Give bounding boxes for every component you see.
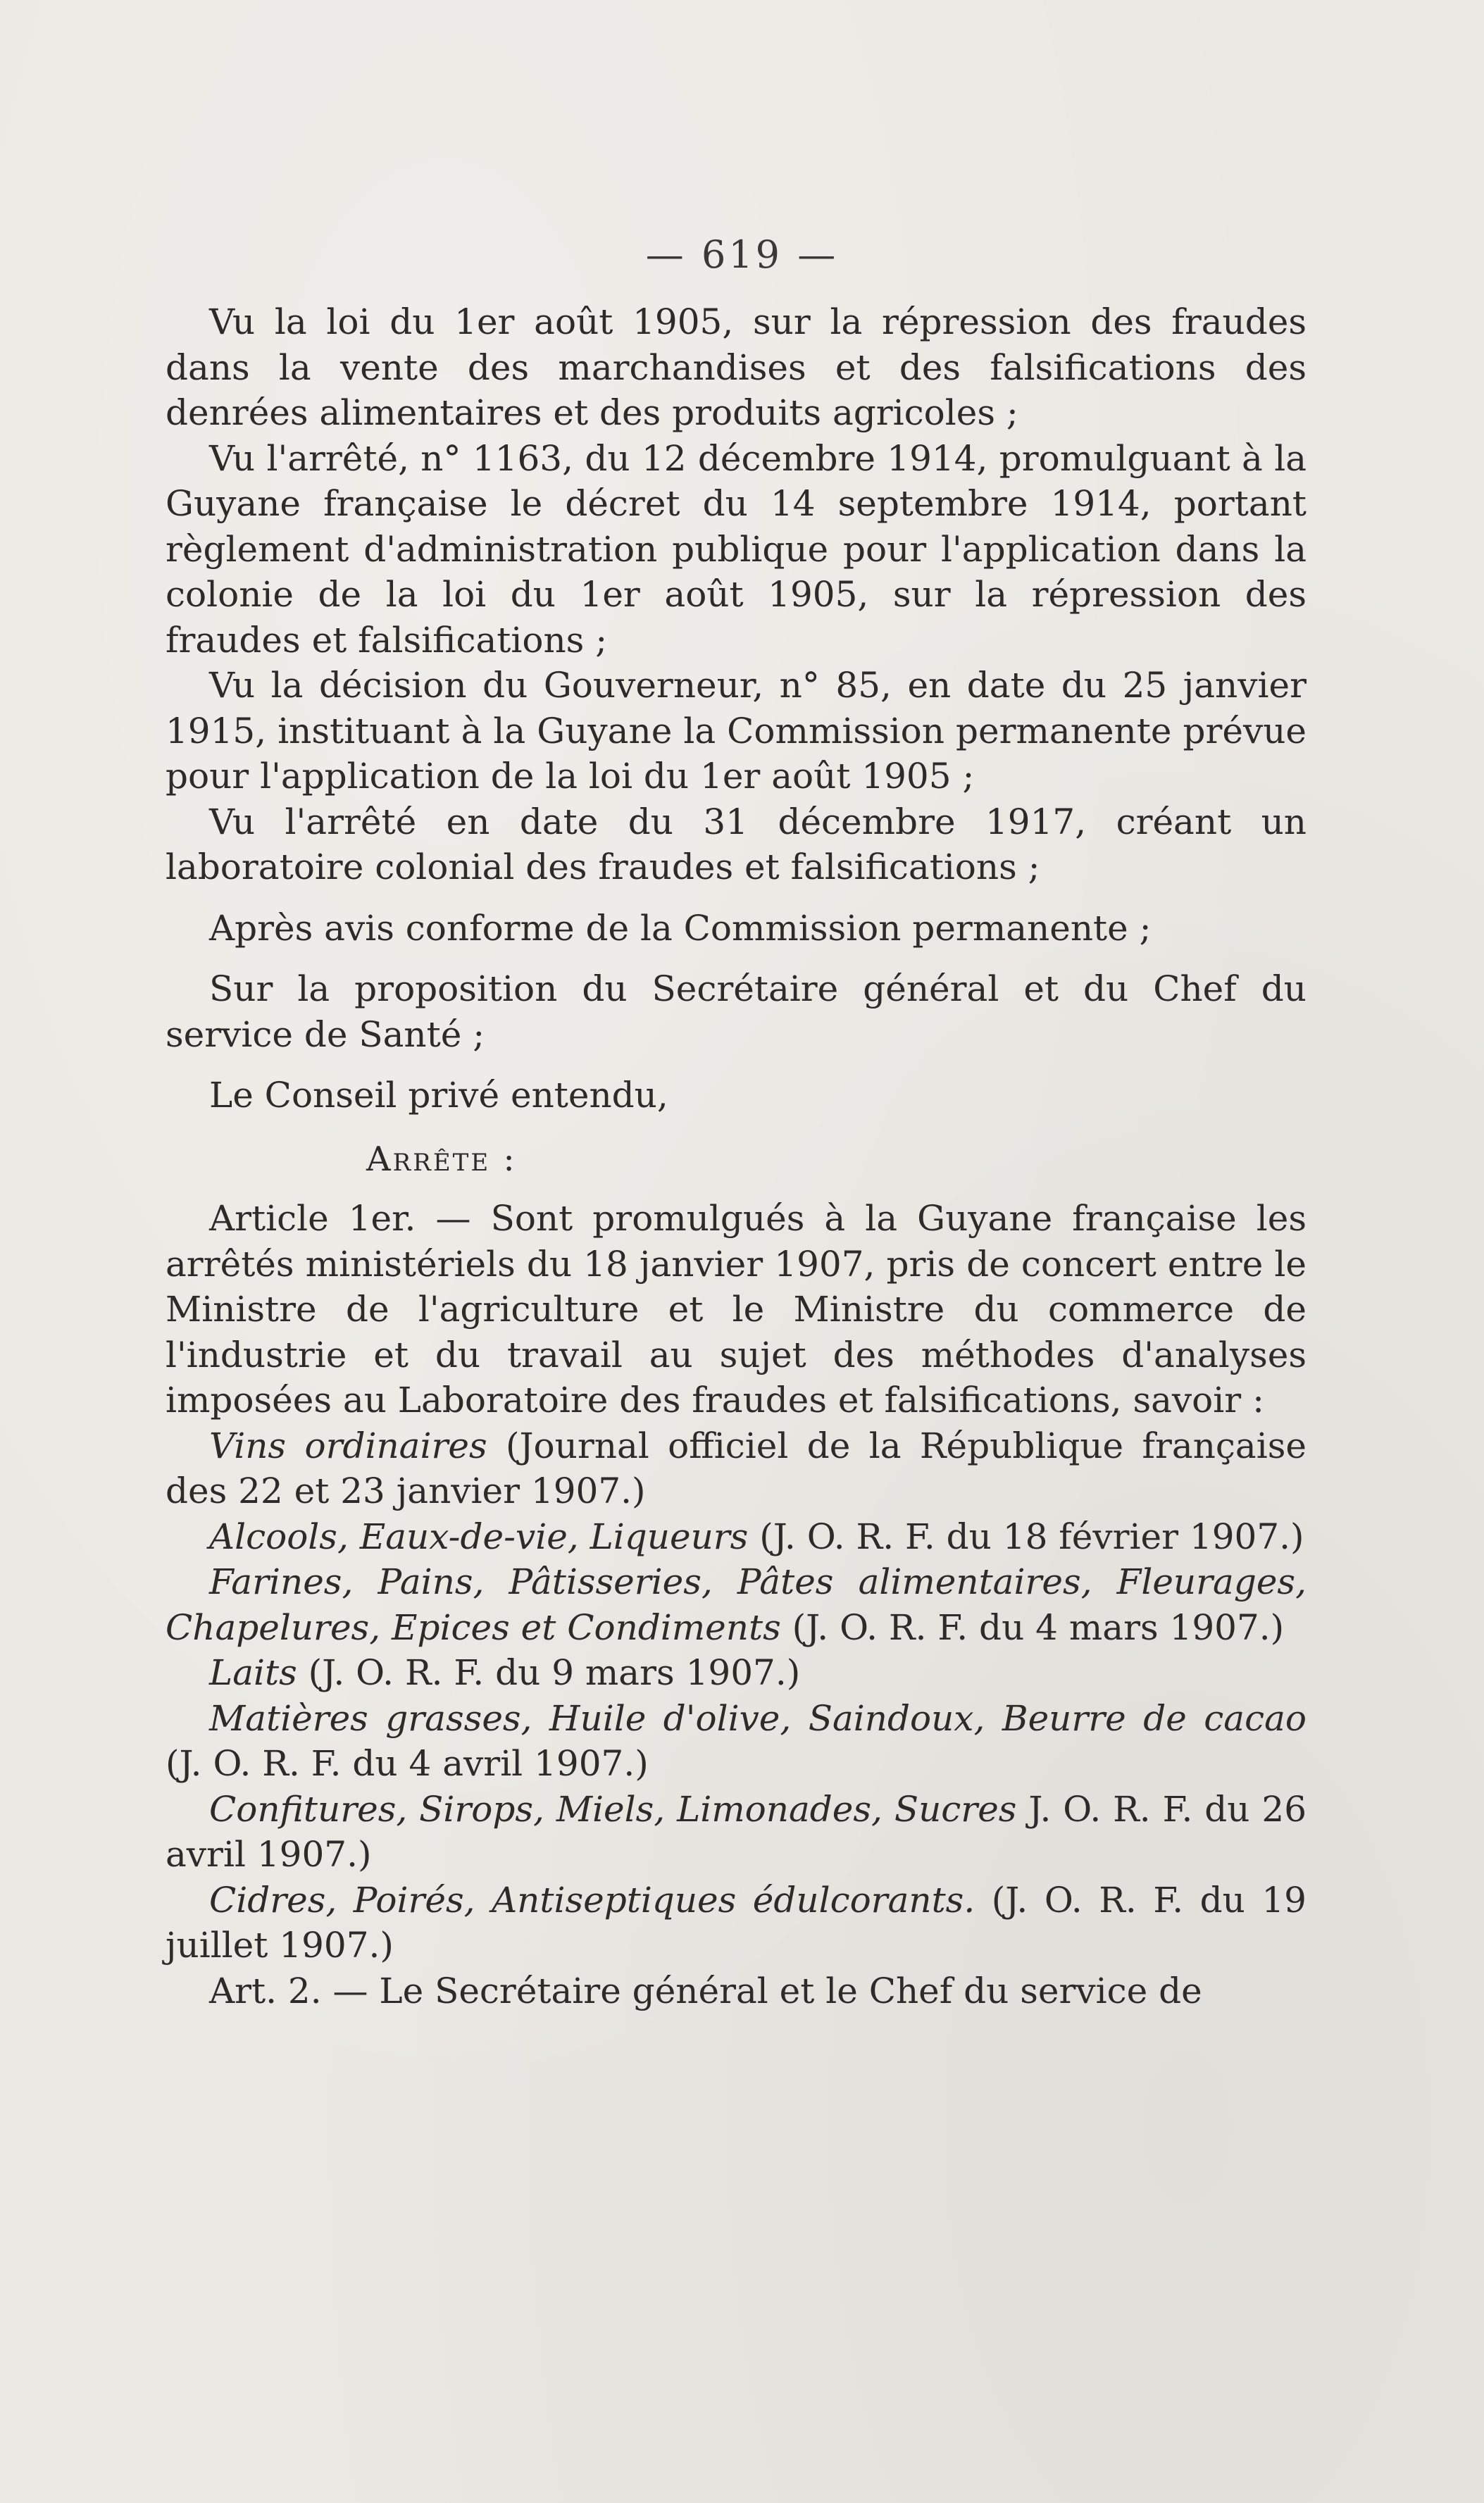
- visa-paragraph: Après avis conforme de la Commission permanente ;: [209, 907, 1152, 949]
- publication-item: [166, 1787, 1307, 1878]
- publication-title: Vins ordinaires: [209, 1425, 487, 1466]
- publication-item: [166, 1559, 1307, 1650]
- publication-reference: (J. O. R. F. du 4 mars 1907.): [780, 1606, 1285, 1648]
- article-2: Art. 2. — Le Secrétaire général et le Chef du service de: [209, 1970, 1202, 2011]
- publication-reference: (J. O. R. F. du 19 juillet 1907.): [166, 1879, 1307, 1966]
- decree-text: [166, 299, 1307, 2014]
- visa-paragraph: Vu la loi du 1er août 1905, sur la répression des fraudes dans la vente des marchandises et des falsifications des denrées alimentaires et des produits agricoles ;: [166, 301, 1307, 433]
- publication-reference: (J. O. R. F. du 9 mars 1907.): [297, 1652, 801, 1693]
- publication-title: Confitures, Sirops, Miels, Limonades, Sucres: [209, 1788, 1017, 1830]
- publication-item: [166, 1514, 1307, 1560]
- publication-title: Farines, Pains, Pâtisseries, Pâtes alimentaires, Fleurages, Chapelures, Epices et Condiments: [166, 1561, 1307, 1648]
- article-1: Article 1er. — Sont promulgués à la Guyane française les arrêtés ministériels du 18 janvier 1907, pris de concert entre le Ministre de l'agriculture et le Ministre du commerce de l'industrie et du travail au sujet des méthodes d'analyses imposées au Laboratoire des fraudes et falsifications, savoir :: [166, 1198, 1307, 1421]
- visa-paragraph: Sur la proposition du Secrétaire général et du Chef du service de Santé ;: [166, 968, 1307, 1055]
- publication-title: Matières grasses, Huile d'olive, Saindoux, Beurre de cacao: [209, 1697, 1307, 1739]
- publication-reference: J. O. R. F. du 26 avril 1907.): [166, 1788, 1307, 1875]
- publication-item: [166, 1423, 1307, 1514]
- publication-title: Alcools, Eaux-de-vie, Liqueurs: [209, 1516, 749, 1557]
- publication-title: Laits: [209, 1652, 297, 1693]
- publication-reference: (J. O. R. F. du 18 février 1907.): [748, 1516, 1304, 1557]
- visa-paragraph: Vu l'arrêté, n° 1163, du 12 décembre 1914, promulguant à la Guyane française le décret du 14 septembre 1914, portant règlement d'administration publique pour l'application dans la colonie de la loi du 1er août 1905, sur la répression des fraudes et falsifications ;: [166, 437, 1307, 661]
- publication-item: [166, 1696, 1307, 1787]
- publication-reference: (Journal officiel de la République française des 22 et 23 janvier 1907.): [166, 1425, 1307, 1511]
- visa-paragraph: Vu l'arrêté en date du 31 décembre 1917, créant un laboratoire colonial des fraudes et falsifications ;: [166, 801, 1307, 887]
- publication-title: Cidres, Poirés, Antiseptiques édulcorants.: [209, 1879, 975, 1921]
- visa-paragraph: Vu la décision du Gouverneur, n° 85, en date du 25 janvier 1915, instituant à la Guyane la Commission permanente prévue pour l'application de la loi du 1er août 1905 ;: [166, 665, 1307, 797]
- publication-item: [166, 1878, 1307, 1968]
- page-number: — 619 —: [645, 232, 839, 277]
- visa-paragraph: Le Conseil privé entendu,: [209, 1075, 668, 1116]
- publication-item: [166, 1650, 1307, 1696]
- arrete-heading: Arrête :: [366, 1139, 517, 1179]
- publication-reference: (J. O. R. F. du 4 avril 1907.): [166, 1743, 649, 1784]
